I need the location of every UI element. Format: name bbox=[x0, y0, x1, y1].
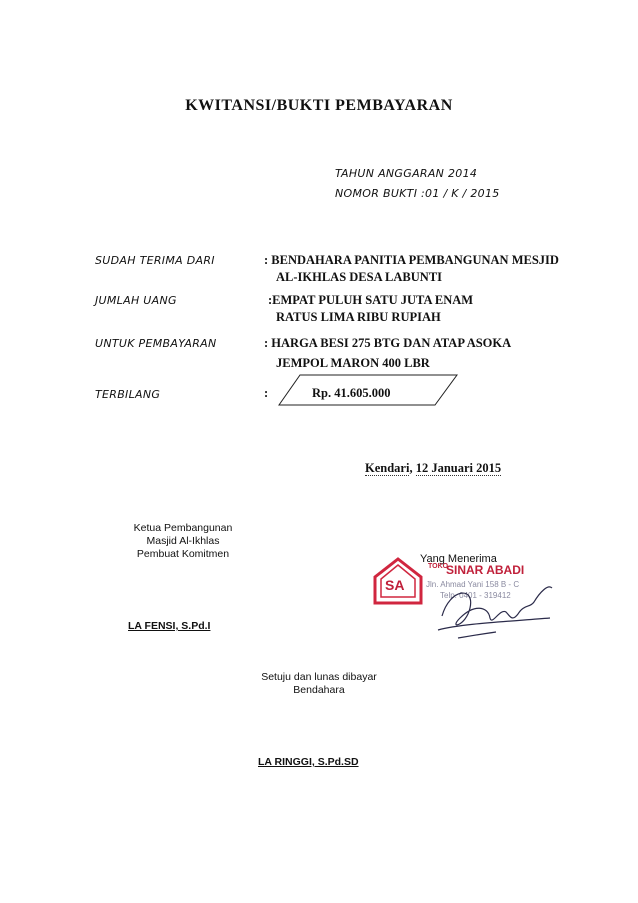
payment-for-line1: : HARGA BESI 275 BTG DAN ATAP ASOKA bbox=[264, 336, 512, 350]
date: 12 Januari 2015 bbox=[415, 461, 502, 475]
receiver-label: Yang Menerima bbox=[420, 553, 497, 565]
amount-value: Rp. 41.605.000 bbox=[312, 386, 391, 400]
receipt-number: NOMOR BUKTI :01 / K / 2015 bbox=[335, 187, 500, 200]
amount-words-line1: :EMPAT PULUH SATU JUTA ENAM bbox=[268, 293, 474, 307]
left-role-line3: Pembuat Komitmen bbox=[136, 548, 230, 560]
left-role-line1: Ketua Pembangunan bbox=[133, 522, 233, 534]
treasurer-name: LA RINGGI, S.Pd.SD bbox=[258, 756, 359, 768]
amount-words-line2: RATUS LIMA RIBU RUPIAH bbox=[276, 310, 441, 324]
payment-for-line2: JEMPOL MARON 400 LBR bbox=[276, 356, 430, 370]
approval-line1: Setuju dan lunas dibayar bbox=[261, 671, 377, 683]
place-date bbox=[365, 461, 501, 476]
budget-year: TAHUN ANGGARAN 2014 bbox=[335, 167, 478, 180]
left-signatory-role bbox=[118, 522, 248, 561]
received-from-label: SUDAH TERIMA DARI bbox=[95, 254, 215, 267]
document-title: KWITANSI/BUKTI PEMBAYARAN bbox=[185, 97, 453, 114]
place-separator: , bbox=[409, 461, 413, 475]
place: Kendari bbox=[365, 461, 410, 475]
approval-block bbox=[229, 671, 409, 697]
stamp-prefix: TOKO bbox=[428, 563, 449, 570]
spelled-label: TERBILANG bbox=[95, 388, 161, 401]
stamp-name: SINAR ABADI bbox=[446, 563, 525, 577]
stamp-address: Jln. Ahmad Yani 158 B - C bbox=[426, 580, 520, 589]
payment-for-label: UNTUK PEMBAYARAN bbox=[95, 337, 217, 350]
approval-line2: Bendahara bbox=[293, 684, 345, 696]
received-from-value-line2: AL-IKHLAS DESA LABUNTI bbox=[276, 270, 443, 284]
left-signatory-name: LA FENSI, S.Pd.I bbox=[128, 620, 211, 632]
stamp-logo-text: SA bbox=[385, 577, 405, 593]
amount-label: JUMLAH UANG bbox=[95, 294, 177, 307]
left-role-line2: Masjid Al-Ikhlas bbox=[146, 535, 220, 547]
receiver-signature bbox=[430, 578, 560, 646]
stamp-phone: Telp. 0401 - 319412 bbox=[440, 591, 511, 600]
received-from-value-line1: : BENDAHARA PANITIA PEMBANGUNAN MESJID bbox=[264, 253, 559, 267]
spelled-colon: : bbox=[264, 386, 269, 400]
